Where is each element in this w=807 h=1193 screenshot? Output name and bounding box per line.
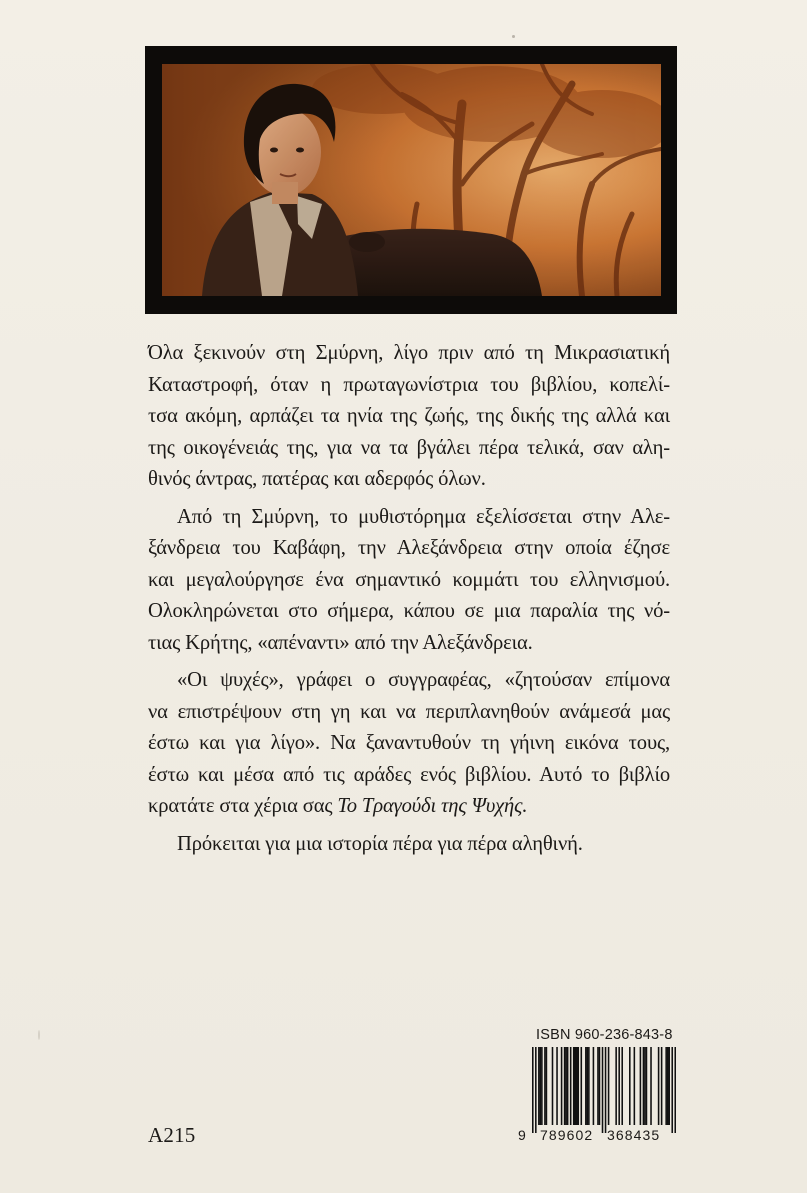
- barcode-bar: [661, 1047, 663, 1125]
- barcode-bar: [658, 1047, 660, 1125]
- blurb-line: Από τη Σμύρνη, το μυθιστόρημα εξελίσσεται στην Αλε-: [177, 505, 670, 528]
- barcode-bar: [608, 1047, 610, 1125]
- barcode-bar: [665, 1047, 667, 1125]
- blurb-text-span: κρατάτε στα χέρια σας: [148, 795, 338, 817]
- barcode-bar: [605, 1047, 607, 1133]
- barcode-bar: [565, 1047, 567, 1125]
- blurb-line: θινός άντρας, πατέρας και αδερφός όλων.: [148, 468, 486, 490]
- cover-photo-frame: [145, 46, 677, 314]
- barcode-bar: [556, 1047, 558, 1125]
- barcode-bar: [576, 1047, 578, 1125]
- barcode-bar: [585, 1047, 587, 1125]
- blurb-line: τσα ακόμη, αρπάζει τα ηνία της ζωής, της δικής της αλλά και: [148, 405, 670, 427]
- blurb-line: ξάνδρεια του Καβάφη, την Αλεξάνδρεια στην οποία έζησε: [148, 537, 670, 559]
- barcode-bar: [561, 1047, 563, 1125]
- paper-speck: [512, 35, 515, 38]
- barcode-bar: [577, 1047, 579, 1125]
- barcode-bar: [541, 1047, 543, 1125]
- blurb-line: Καταστροφή, όταν η πρωταγωνίστρια του βιβλίου, κοπελί-: [148, 373, 670, 396]
- blurb-line: Ολοκληρώνεται στο σήμερα, κάπου σε μια παραλία της νό-: [148, 600, 670, 622]
- barcode-bar: [564, 1047, 566, 1125]
- photo-woman-portrait-icon: [162, 64, 661, 296]
- barcode-bar: [597, 1047, 599, 1125]
- isbn-barcode: [518, 1027, 678, 1147]
- barcode-bar: [643, 1047, 645, 1125]
- barcode-bar: [650, 1047, 652, 1125]
- barcode-bar: [646, 1047, 648, 1125]
- paper-speck: [38, 1030, 40, 1040]
- barcode-bar: [581, 1047, 583, 1125]
- blurb-line: Όλα ξεκινούν στη Σμύρνη, λίγο πριν από τη Μικρασιατική: [148, 342, 670, 364]
- isbn-label: ISBN 960-236-843-8: [536, 1027, 673, 1043]
- blurb-text: [148, 338, 670, 866]
- barcode-bar: [552, 1047, 554, 1125]
- barcode-bar: [674, 1047, 676, 1133]
- blurb-line: έστω και για λίγο». Να ξαναντυθούν τη γήινη εικόνα τους,: [148, 732, 670, 754]
- blurb-line: και μεγαλούργησε ένα σημαντικό κομμάτι του ελληνισμού.: [148, 568, 670, 591]
- barcode-bar: [634, 1047, 636, 1125]
- blurb-line-last: [148, 791, 670, 823]
- barcode-bar: [546, 1047, 548, 1125]
- barcode-bar: [602, 1047, 604, 1133]
- catalog-code: A215: [148, 1123, 196, 1147]
- barcode-bar: [570, 1047, 572, 1125]
- barcode-lead-digit: 9: [518, 1127, 526, 1143]
- barcode-bar: [532, 1047, 534, 1133]
- barcode-bar: [668, 1047, 670, 1125]
- blurb-line: να επιστρέψουν στη γη και να περιπλανηθούν ανάμεσά μας: [148, 700, 670, 723]
- barcode-bar: [574, 1047, 576, 1125]
- barcode-bar: [567, 1047, 569, 1125]
- blurb-line: Πρόκειται για μια ιστορία πέρα για πέρα αληθινή.: [177, 832, 583, 855]
- blurb-line: «Οι ψυχές», γράφει ο συγγραφέας, «ζητούσαν επίμονα: [177, 669, 670, 691]
- barcode-bar: [587, 1047, 589, 1125]
- barcode-left-digits: 789602: [540, 1127, 594, 1143]
- blurb-line: της οικογένειάς της, για να τα βγάλει πέρα τελικά, σαν αλη-: [148, 436, 670, 459]
- barcode-bar: [573, 1047, 575, 1125]
- barcode-right-digits: 368435: [607, 1127, 661, 1143]
- barcode-bar: [618, 1047, 620, 1125]
- barcode-bar: [615, 1047, 617, 1125]
- barcode-bar: [629, 1047, 631, 1125]
- barcode-bar: [544, 1047, 546, 1125]
- barcode-bar: [621, 1047, 623, 1125]
- barcode-icon: [532, 1047, 676, 1133]
- blurb-line: έστω και μέσα από τις αράδες ενός βιβλίου. Αυτό το βιβλίο: [148, 763, 670, 786]
- barcode-bar: [593, 1047, 595, 1125]
- barcode-bar: [540, 1047, 542, 1125]
- barcode-bar: [588, 1047, 590, 1125]
- barcode-bar: [538, 1047, 540, 1125]
- blurb-line: τιας Κρήτης, «απέναντι» από την Αλεξάνδρεια.: [148, 631, 533, 654]
- cover-photo: [162, 64, 661, 296]
- barcode-bar: [640, 1047, 642, 1125]
- barcode-bar: [599, 1047, 601, 1125]
- barcode-bar: [535, 1047, 537, 1133]
- barcode-bar: [667, 1047, 669, 1125]
- book-title: Το Τραγούδι της Ψυχής.: [337, 795, 528, 817]
- barcode-bar: [644, 1047, 646, 1125]
- barcode-bar: [671, 1047, 673, 1133]
